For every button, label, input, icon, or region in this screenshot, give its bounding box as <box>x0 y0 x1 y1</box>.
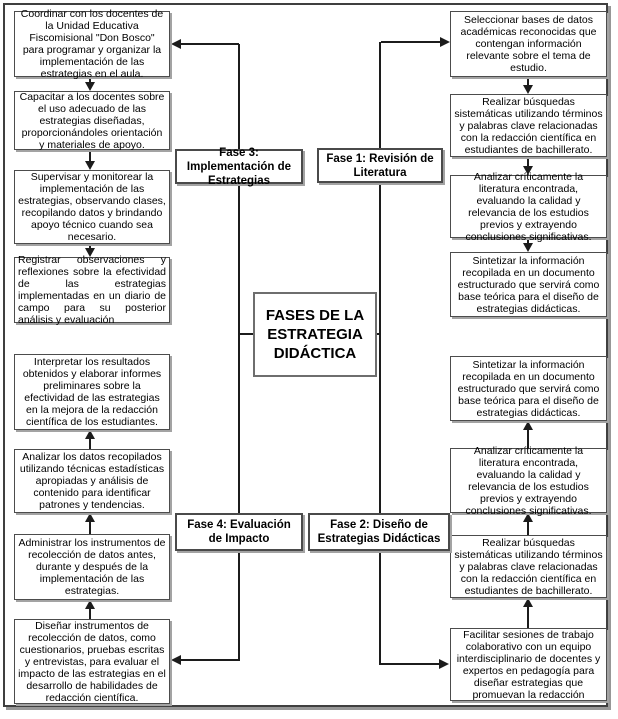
connector-to-fase4 <box>181 659 239 661</box>
arrowhead-fase3-2-3 <box>85 161 95 170</box>
fase3-label-text: Fase 3: Implementación de Estrategias <box>186 146 292 187</box>
fase4-step-4-text: Interpretar los resultados obtenidos y elaborar informes preliminares sobre la efectividad de las estrategias en la mejora de la redacción científica de los estudiantes. <box>22 356 162 428</box>
connector-fase2-4-3 <box>527 606 529 628</box>
fase1-step-3-text: Analizar críticamente la literatura encontrada, evaluando la calidad y relevancia de los estudios previos y extrayendo conclusiones significativas. <box>465 170 592 243</box>
arrowhead-to-fase2-step1 <box>439 659 449 669</box>
fase3-step-4-box <box>14 254 170 326</box>
arrowhead-fase1-1-2 <box>523 85 533 94</box>
fase2-step-4-text: Sintetizar la información recopilada en un documento estructurado que servirá como base teórica para el diseño de estrategias didácticas. <box>457 358 600 419</box>
fase1-step-2-box <box>450 94 607 157</box>
center-title-box <box>253 292 377 377</box>
arrowhead-to-fase4-step1 <box>171 655 181 665</box>
fase4-label-text: Fase 4: Evaluación de Impacto <box>187 519 291 545</box>
fase1-label-box <box>317 148 443 183</box>
fase2-step-2-box <box>450 535 607 598</box>
fase1-step-2-text: Realizar búsquedas sistemáticas utilizando términos y palabras clave relacionadas con la redacción científica en estudiantes de bachillerato. <box>454 95 603 156</box>
arrowhead-to-fase3-step1 <box>171 39 181 49</box>
fase1-step-4-box <box>450 252 607 317</box>
fase3-label-box <box>175 146 303 187</box>
connector-fase4-4-3 <box>89 608 91 619</box>
fase4-step-4-box <box>14 354 170 430</box>
fase1-step-4-text: Sintetizar la información recopilada en un documento estructurado que servirá como base teórica para el diseño de estrategias didácticas. <box>457 254 600 315</box>
fase3-step-1-text: Coordinar con los docentes de la Unidad Educativa Fiscomisional "Don Bosco" para programar y organizar la implementación de las estrategias en el aula. <box>20 8 164 80</box>
fase1-step-1-text: Seleccionar bases de datos académicas reconocidas que contengan información relevante sobre el tema de estudio. <box>460 14 597 74</box>
fase2-step-1-box <box>450 628 607 701</box>
fase2-step-3-text: Analizar críticamente la literatura encontrada, evaluando la calidad y relevancia de los estudios previos y extrayendo conclusiones significativas. <box>465 444 592 517</box>
connector-fase2-3-2 <box>527 521 529 535</box>
fase3-step-2-text: Capacitar a los docentes sobre el uso adecuado de las estrategias diseñadas, proporcionándoles orientación y materiales de apoyo. <box>19 90 165 151</box>
connector-fase4-3-2 <box>89 521 91 534</box>
center-title-text: FASES DE LA ESTRATEGIA DIDÁCTICA <box>265 307 365 362</box>
fase2-step-2-text: Realizar búsquedas sistemáticas utilizando términos y palabras clave relacionadas con la redacción científica en estudiantes de bachillerato. <box>454 536 603 597</box>
fase3-step-2-box <box>14 91 170 150</box>
fase4-label-box <box>175 513 303 551</box>
connector-to-fase1 <box>381 41 441 43</box>
fase2-step-4-box <box>450 356 607 421</box>
fase3-step-4-text: Registrar observaciones y reflexiones sobre la efectividad de las estrategias implementadas en un diario de campo para su posterior análisis y evaluación <box>18 254 166 326</box>
connector-fase3-2-3 <box>89 150 91 161</box>
fase4-step-3-text: Analizar los datos recopilados utilizando técnicas estadísticas apropiadas y análisis de contenido para identificar patrones y tendencias. <box>19 451 165 511</box>
fase2-step-1-text: Facilitar sesiones de trabajo colaborativo con un equipo interdisciplinario de docentes y expertos en pedagogía para diseñar estrategias que promuevan la redacción <box>456 628 601 701</box>
fase2-label-box <box>308 513 450 551</box>
fase1-label-text: Fase 1: Revisión de Literatura <box>326 152 434 179</box>
fase4-step-1-box <box>14 619 170 704</box>
arrowhead-to-fase1-step1 <box>440 37 450 47</box>
connector-right-spine <box>379 42 381 665</box>
fase3-step-3-box <box>14 170 170 244</box>
connector-to-fase3 <box>181 43 239 45</box>
fase1-step-1-box <box>450 11 607 77</box>
fase3-step-3-text: Supervisar y monitorear la implementación de las estrategias, observando clases, recopilando datos y brindando apoyo técnico cuando sea necesario. <box>18 171 166 243</box>
connector-left-spine <box>238 44 240 661</box>
arrowhead-fase1-3-4 <box>523 243 533 252</box>
connector-to-fase2 <box>381 663 440 665</box>
fase3-step-1-box <box>14 8 170 80</box>
connector-fase4-2-1 <box>89 438 91 449</box>
fase1-step-3-box <box>450 170 607 243</box>
fase4-step-3-box <box>14 449 170 513</box>
fase4-step-2-box <box>14 534 170 600</box>
fase2-label-text: Fase 2: Diseño de Estrategias Didácticas <box>317 519 441 545</box>
fase4-step-1-text: Diseñar instrumentos de recolección de datos, como cuestionarios, pruebas escritas y entrevistas, para evaluar el impacto de las estrategias en el desarrollo de habilidades de redacción científica. <box>18 619 166 704</box>
fase4-step-2-text: Administrar los instrumentos de recolección de datos antes, durante y después de la implementación de las estrategias. <box>18 537 166 597</box>
fase2-step-3-box <box>450 444 607 517</box>
connector-center-left-stub <box>240 333 254 335</box>
